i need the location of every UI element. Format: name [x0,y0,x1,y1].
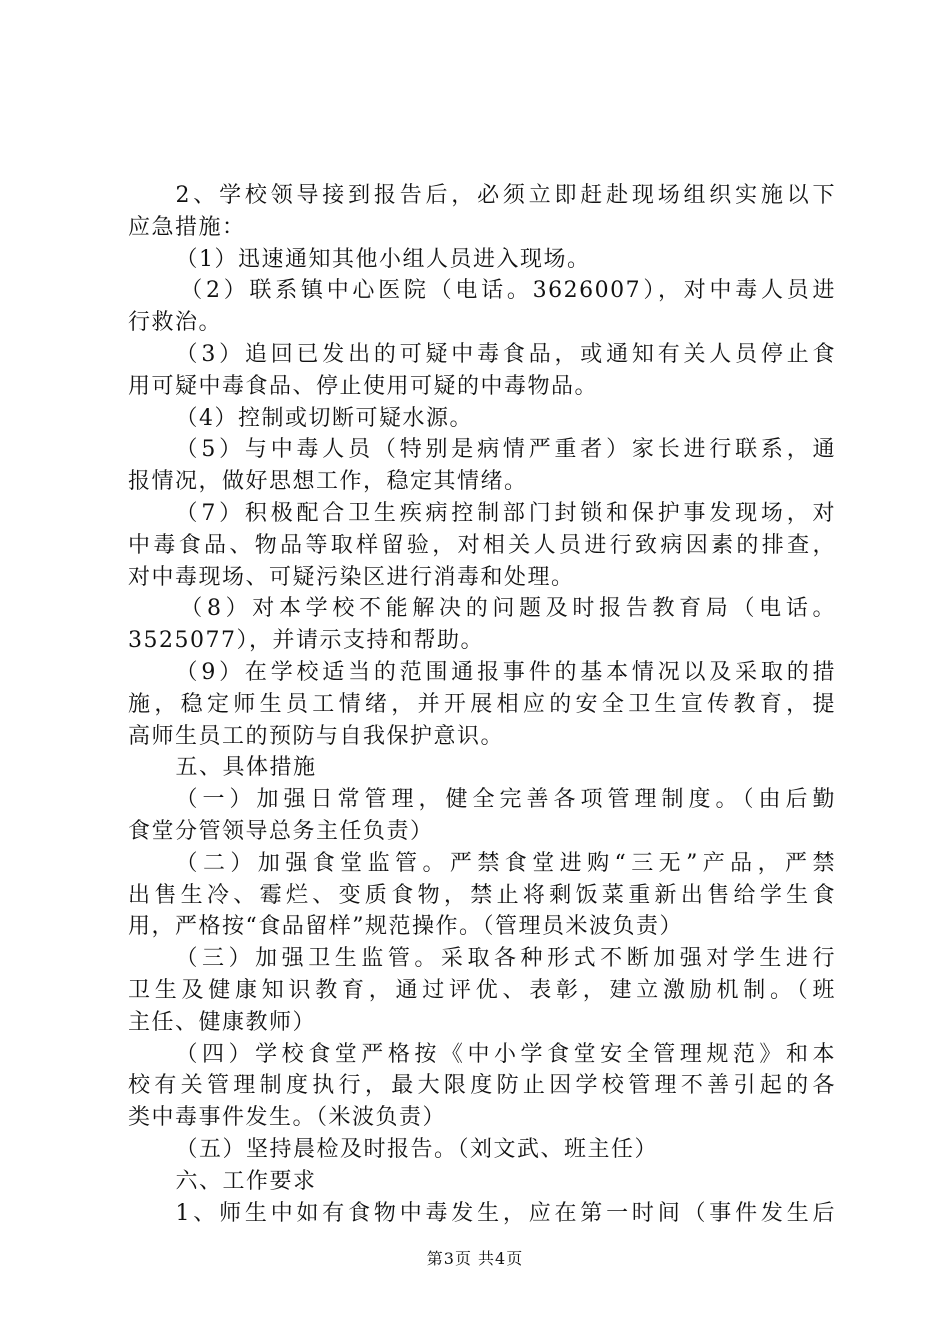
text-line: （一）加强日常管理，健全完善各项管理制度。（由后勤 [175,787,836,813]
text-line: 1、师生中如有食物中毒发生，应在第一时间（事件发生后 [175,1200,836,1226]
text-line: （3）追回已发出的可疑中毒食品，或通知有关人员停止食 [175,341,836,367]
document-body [128,180,836,1229]
text-line: 五、具体措施 [175,755,317,781]
text-line: （2）联系镇中心医院（电话。3626007），对中毒人员进 [180,278,836,304]
text-line: 用，严格按“食品留样”规范操作。（管理员米波负责） [128,914,683,940]
text-line: 类中毒事件发生。（米波负责） [128,1105,447,1131]
text-line: 出售生冷、霉烂、变质食物，禁止将剩饭菜重新出售给学生食 [128,882,836,908]
text-line: 六、工作要求 [175,1168,317,1194]
text-line: （8）对本学校不能解决的问题及时报告教育局（电话。 [180,596,836,622]
text-line: （二）加强食堂监管。严禁食堂进购“三无”产品，严禁 [175,850,836,876]
text-line: 施，稳定师生员工情绪，并开展相应的安全卫生宣传教育，提 [128,691,836,717]
text-line: 行救治。 [128,310,223,336]
text-line: （五）坚持晨检及时报告。（刘文武、班主任） [175,1136,659,1162]
text-line: 食堂分管领导总务主任负责） [128,818,434,844]
text-line: 校有关管理制度执行，最大限度防止因学校管理不善引起的各 [128,1073,836,1099]
text-line: （4）控制或切断可疑水源。 [175,405,474,431]
text-line: （5）与中毒人员（特别是病情严重者）家长进行联系，通 [175,437,836,463]
text-line: （7）积极配合卫生疾病控制部门封锁和保护事发现场，对 [175,500,836,526]
text-line: 中毒食品、物品等取样留验，对相关人员进行致病因素的排查， [128,532,836,558]
text-line: 主任、健康教师） [128,1009,317,1035]
text-line: （1）迅速通知其他小组人员进入现场。 [175,246,591,272]
page-footer: 第3页 共4页 [426,1249,524,1268]
text-line: （四）学校食堂严格按《中小学食堂安全管理规范》和本 [175,1041,836,1067]
text-line: 应急措施： [128,214,246,240]
text-line: 2、学校领导接到报告后，必须立即赶赴现场组织实施以下 [175,183,836,208]
text-line: （9）在学校适当的范围通报事件的基本情况以及采取的措 [175,659,836,685]
text-line: 卫生及健康知识教育，通过评优、表彰，建立激励机制。（班 [128,977,836,1003]
text-line: 3525077），并请示支持和帮助。 [128,628,484,654]
text-line: 高师生员工的预防与自我保护意识。 [128,723,505,749]
text-line: 对中毒现场、可疑污染区进行消毒和处理。 [128,564,575,590]
text-line: （三）加强卫生监管。采取各种形式不断加强对学生进行 [175,946,836,972]
text-line: 报情况，做好思想工作，稳定其情绪。 [128,469,528,495]
text-line: 用可疑中毒食品、停止使用可疑的中毒物品。 [128,373,599,399]
